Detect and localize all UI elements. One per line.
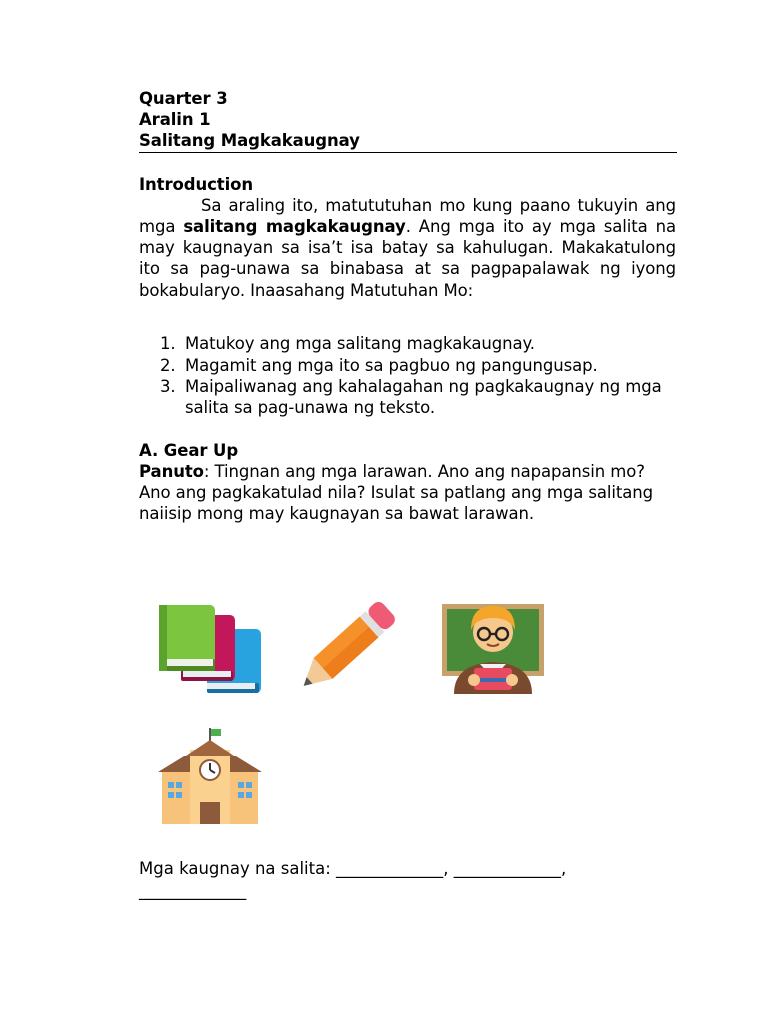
lesson-number: Aralin 1 bbox=[139, 110, 211, 130]
answer-separator: , bbox=[561, 859, 567, 878]
intro-bold-term: salitang magkakaugnay bbox=[183, 217, 406, 237]
list-item bbox=[139, 333, 676, 354]
gear-up-title: A. Gear Up bbox=[139, 440, 239, 460]
list-text: Matukoy ang mga salitang magkakaugnay. bbox=[185, 333, 535, 353]
pencil-icon bbox=[294, 594, 404, 696]
answer-separator: , bbox=[443, 859, 454, 878]
directions-label: Panuto bbox=[139, 461, 204, 481]
answer-line bbox=[139, 858, 699, 902]
quarter-label: Quarter 3 bbox=[139, 89, 228, 108]
intro-text-after: . Ang mga ito ay mga salita na may kaugnayan sa isa’t isa batay sa kahulugan. Makakatulong ito sa pag-unawa sa binabasa at sa pagpapalawak ng iyong bokabularyo. Inaasahang Matutuhan Mo: bbox=[139, 217, 676, 300]
answer-blank-3[interactable]: _____________ bbox=[139, 881, 247, 900]
lesson-header bbox=[139, 88, 676, 152]
teacher-icon bbox=[440, 598, 546, 696]
lesson-topic: Salitang Magkakaugnay bbox=[139, 131, 360, 151]
directions-text: : Tingnan ang mga larawan. Ano ang napapansin mo? Ano ang pagkakatulad nila? Isulat sa patlang ang mga salitang naiisip mong may kaugnayan sa bawat larawan. bbox=[139, 461, 653, 524]
list-number: 3. bbox=[160, 377, 176, 397]
answer-label: Mga kaugnay na salita: bbox=[139, 859, 337, 878]
introduction-paragraph bbox=[139, 195, 676, 301]
answer-blank-2[interactable]: _____________ bbox=[453, 859, 562, 878]
school-building-icon bbox=[158, 726, 262, 826]
header-divider bbox=[139, 152, 677, 153]
list-number: 1. bbox=[160, 333, 176, 353]
list-item bbox=[139, 355, 676, 376]
list-item bbox=[139, 376, 676, 418]
list-number: 2. bbox=[160, 355, 176, 375]
intro-text-before: Sa araling ito, matututuhan mo kung paano tukuyin ang mga bbox=[139, 195, 676, 237]
list-text: Maipaliwanag ang kahalagahan ng pagkakaugnay ng mga salita sa pag-unawa ng teksto. bbox=[185, 377, 662, 418]
list-text: Magamit ang mga ito sa pagbuo ng pangungusap. bbox=[185, 355, 598, 375]
answer-blank-1[interactable]: _____________ bbox=[336, 859, 444, 878]
directions-paragraph bbox=[139, 461, 676, 525]
lesson-content bbox=[139, 88, 676, 524]
introduction-title: Introduction bbox=[139, 174, 254, 194]
books-icon bbox=[157, 603, 263, 695]
objectives-list bbox=[139, 333, 676, 419]
